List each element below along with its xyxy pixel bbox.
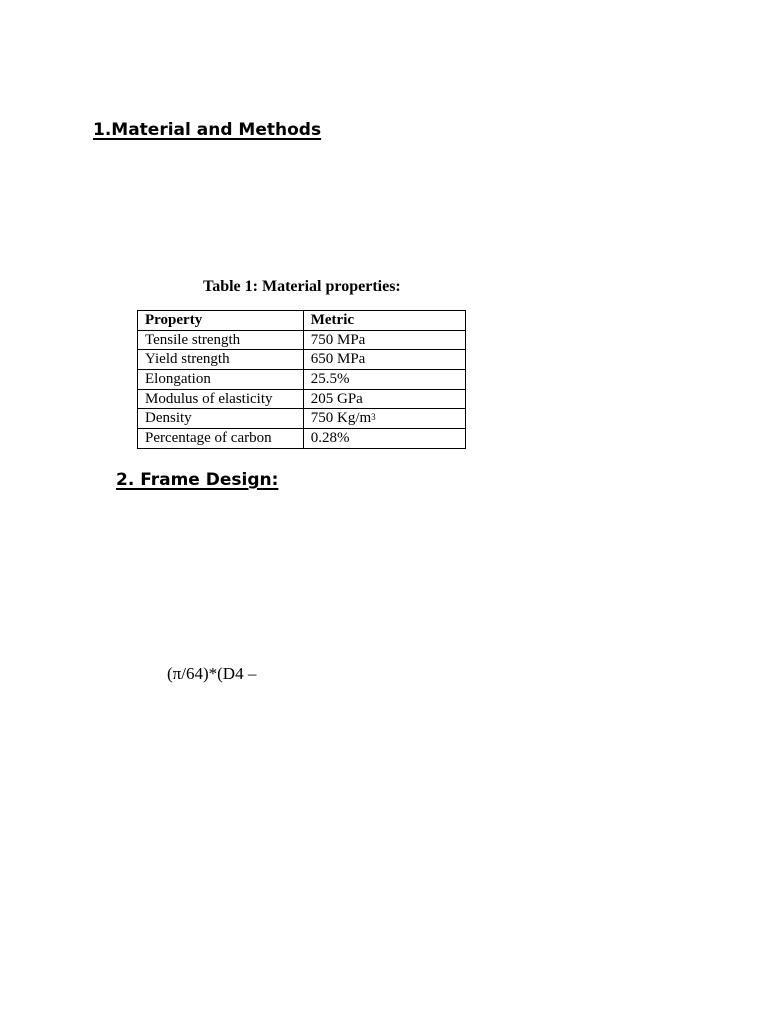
property-cell: Modulus of elasticity (138, 389, 304, 409)
property-cell: Elongation (138, 370, 304, 390)
table-header-row (138, 311, 466, 331)
property-cell: Yield strength (138, 350, 304, 370)
metric-cell: 650 MPa (303, 350, 465, 370)
metric-cell: 205 GPa (303, 389, 465, 409)
property-cell: Tensile strength (138, 330, 304, 350)
column-header-property: Property (138, 311, 304, 331)
section-heading-material-and-methods: 1.Material and Methods (93, 120, 322, 140)
table-row (138, 429, 466, 449)
property-cell: Percentage of carbon (138, 429, 304, 449)
section-heading-frame-design: 2. Frame Design: (116, 470, 279, 490)
table-row (138, 370, 466, 390)
material-properties-table (137, 310, 466, 449)
metric-superscript: 3 (371, 412, 376, 423)
metric-cell (303, 409, 465, 429)
metric-cell: 750 MPa (303, 330, 465, 350)
metric-value: 750 Kg/m (310, 410, 372, 427)
column-header-metric: Metric (303, 311, 465, 331)
table-row (138, 389, 466, 409)
property-cell: Density (138, 409, 304, 429)
table-row (138, 409, 466, 429)
table-row (138, 350, 466, 370)
metric-cell: 25.5% (303, 370, 465, 390)
table-caption: Table 1: Material properties: (203, 278, 401, 295)
table-row (138, 330, 466, 350)
metric-cell: 0.28% (303, 429, 465, 449)
moment-of-inertia-formula: (π/64)*(D4 – (167, 664, 257, 683)
